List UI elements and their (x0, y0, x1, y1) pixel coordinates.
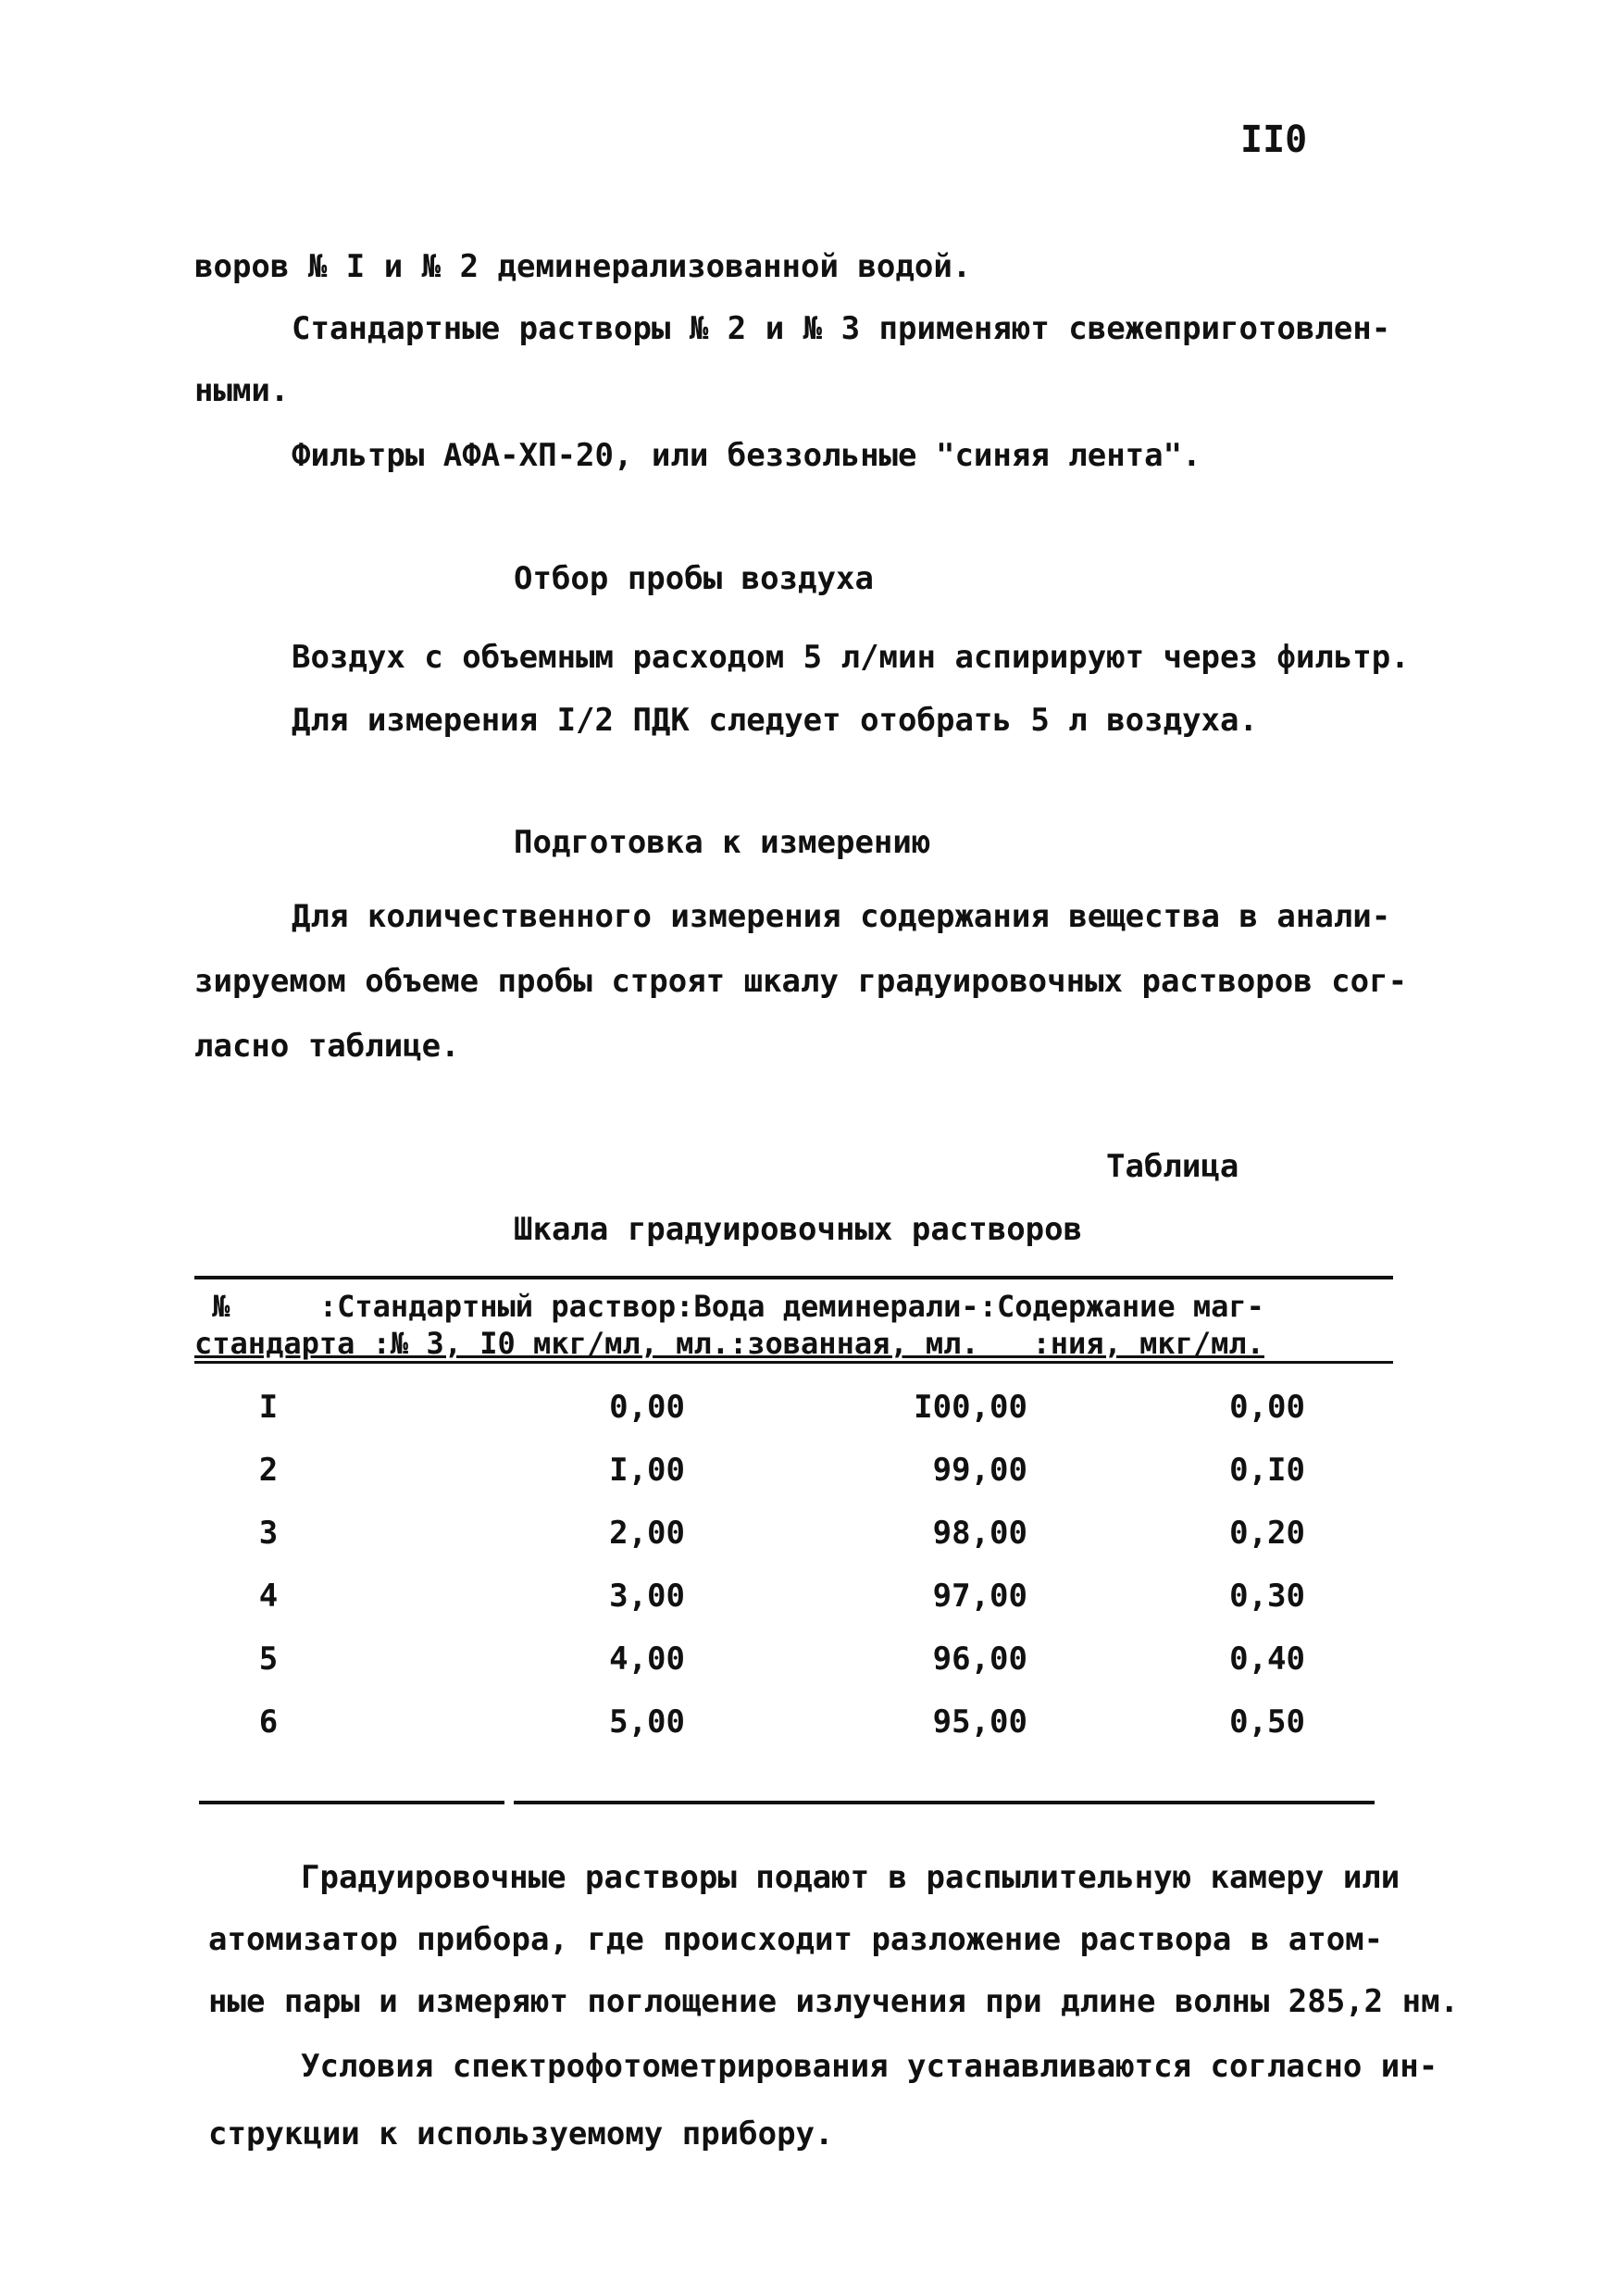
table-cell: 4,00 (609, 1641, 685, 1678)
table-header-rule (194, 1361, 1393, 1364)
paragraph-line: Фильтры АФА-ХП-20, или беззольные "синяя лента". (292, 437, 1201, 474)
paragraph-line: ные пары и измеряют поглощение излучения при длине волны 285,2 нм. (208, 1983, 1460, 2020)
table-cell: 97,00 (932, 1578, 1027, 1615)
paragraph-line: Воздух с объемным расходом 5 л/мин аспирируют через фильтр. (292, 639, 1410, 676)
table-header-line: № :Стандартный раствор:Вода деминерали-:Содержание маг- (194, 1289, 1264, 1324)
table-cell: 4 (258, 1578, 279, 1615)
table-cell: 5,00 (609, 1703, 685, 1741)
table-row (194, 1515, 1393, 1578)
table-cell: 6 (258, 1703, 279, 1741)
paragraph-line: струкции к используемому прибору. (208, 2115, 834, 2152)
paragraph-line: атомизатор прибора, где происходит разложение раствора в атом- (208, 1921, 1384, 1958)
table-header-line: стандарта :№ 3, I0 мкг/мл, мл.:зованная, мл. :ния, мкг/мл. (194, 1326, 1264, 1361)
table-cell: 96,00 (932, 1641, 1027, 1678)
paragraph-line: ласно таблице. (194, 1028, 460, 1065)
table-cell: 2 (258, 1452, 279, 1489)
table-cell: I (258, 1389, 279, 1426)
table-cell: 0,20 (1229, 1515, 1305, 1552)
table-row (194, 1703, 1393, 1766)
table-cell: 5 (258, 1641, 279, 1678)
table-cell: I,00 (609, 1452, 685, 1489)
paragraph-line: зируемом объеме пробы строят шкалу градуировочных растворов сог- (194, 963, 1408, 1000)
paragraph-line: Для измерения I/2 ПДК следует отобрать 5 л воздуха. (292, 702, 1258, 739)
table-cell: 3 (258, 1515, 279, 1552)
table-cell: I00,00 (914, 1389, 1027, 1426)
paragraph-line: ными. (194, 372, 290, 409)
table-cell: 0,I0 (1229, 1452, 1305, 1489)
page-number: II0 (1240, 119, 1308, 161)
table-cell: 99,00 (932, 1452, 1027, 1489)
table-bottom-rule (514, 1801, 1375, 1804)
table-cell: 2,00 (609, 1515, 685, 1552)
table-title: Шкала градуировочных растворов (514, 1211, 1083, 1248)
paragraph-line: Градуировочные растворы подают в распылительную камеру или (301, 1859, 1400, 1896)
table-cell: 0,00 (1229, 1389, 1305, 1426)
table-bottom-rule (199, 1801, 504, 1804)
table-cell: 0,30 (1229, 1578, 1305, 1615)
table-cell: 95,00 (932, 1703, 1027, 1741)
table-row (194, 1641, 1393, 1703)
table-cell: 98,00 (932, 1515, 1027, 1552)
paragraph-line: Стандартные растворы № 2 и № 3 применяют свежеприготовлен- (292, 310, 1391, 347)
table-label: Таблица (1106, 1148, 1239, 1185)
table-row (194, 1389, 1393, 1452)
table-row (194, 1578, 1393, 1641)
paragraph-line: Для количественного измерения содержания вещества в анали- (292, 898, 1391, 935)
table-top-rule (194, 1276, 1393, 1279)
section-heading: Подготовка к измерению (514, 824, 931, 861)
table-cell: 0,00 (609, 1389, 685, 1426)
paragraph-line: Условия спектрофотометрирования устанавливаются согласно ин- (301, 2048, 1438, 2085)
section-heading: Отбор пробы воздуха (514, 560, 874, 597)
table-cell: 3,00 (609, 1578, 685, 1615)
table-row (194, 1452, 1393, 1515)
paragraph-line: воров № I и № 2 деминерализованной водой. (194, 248, 972, 285)
table-cell: 0,50 (1229, 1703, 1305, 1741)
table-cell: 0,40 (1229, 1641, 1305, 1678)
